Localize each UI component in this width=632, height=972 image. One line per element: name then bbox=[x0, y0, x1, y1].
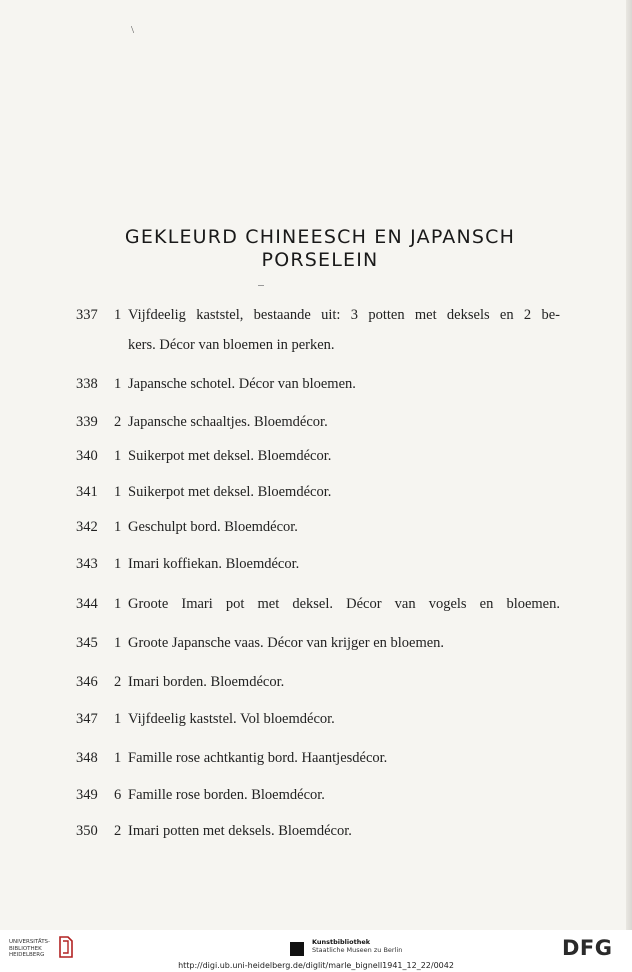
lot-quantity: 2 bbox=[114, 674, 122, 690]
lot-number: 343 bbox=[76, 556, 98, 572]
lot-description-line-2: kers. Décor van bloemen in perken. bbox=[128, 337, 335, 353]
lot-quantity: 1 bbox=[114, 635, 122, 651]
lot-description: Imari borden. Bloemdécor. bbox=[128, 674, 285, 690]
page-title bbox=[60, 226, 580, 272]
lot-description: Groote Imari pot met deksel. Décor van vogels en bloemen. bbox=[128, 596, 560, 612]
lot-quantity: 2 bbox=[114, 823, 122, 839]
lot-description: Famille rose achtkantig bord. Haantjesdécor. bbox=[128, 750, 388, 766]
heidelberg-library-label: UNIVERSITÄTS- BIBLIOTHEK HEIDELBERG bbox=[9, 939, 51, 958]
lot-number: 339 bbox=[76, 414, 98, 430]
lot-quantity: 2 bbox=[114, 414, 122, 430]
lot-quantity: 1 bbox=[114, 750, 122, 766]
permalink-url[interactable]: http://digi.ub.uni-heidelberg.de/diglit/marle_bignell1941_12_22/0042 bbox=[178, 961, 454, 970]
lot-number: 347 bbox=[76, 711, 98, 727]
lot-quantity: 1 bbox=[114, 519, 122, 535]
title-line-2: PORSELEIN bbox=[261, 249, 379, 271]
lot-number: 345 bbox=[76, 635, 98, 651]
lot-number: 349 bbox=[76, 787, 98, 803]
lot-quantity: 1 bbox=[114, 484, 122, 500]
lot-quantity: 1 bbox=[114, 376, 122, 392]
lot-number: 338 bbox=[76, 376, 98, 392]
title-divider bbox=[258, 285, 264, 286]
dfg-logo[interactable]: DFG bbox=[562, 936, 613, 960]
lot-quantity: 1 bbox=[114, 307, 122, 323]
lot-description: Groote Japansche vaas. Décor van krijger en bloemen. bbox=[128, 635, 445, 651]
lot-number: 350 bbox=[76, 823, 98, 839]
title-line-1: GEKLEURD CHINEESCH EN JAPANSCH bbox=[124, 226, 516, 248]
kunstbibliothek-label: Kunstbibliothek Staatliche Museen zu Berlin bbox=[312, 938, 403, 954]
lot-quantity: 1 bbox=[114, 596, 122, 612]
lot-description: Suikerpot met deksel. Bloemdécor. bbox=[128, 484, 332, 500]
lot-description: Suikerpot met deksel. Bloemdécor. bbox=[128, 448, 332, 464]
kunstbibliothek-logo-icon[interactable] bbox=[290, 942, 304, 956]
lot-quantity: 1 bbox=[114, 448, 122, 464]
page-mark: \ bbox=[131, 24, 135, 36]
lot-description: Japansche schaaltjes. Bloemdécor. bbox=[128, 414, 328, 430]
lot-quantity: 1 bbox=[114, 711, 122, 727]
lot-number: 337 bbox=[76, 307, 98, 323]
lot-quantity: 1 bbox=[114, 556, 122, 572]
lot-description: Japansche schotel. Décor van bloemen. bbox=[128, 376, 356, 392]
lot-description: Vijfdeelig kaststel. Vol bloemdécor. bbox=[128, 711, 335, 727]
page-edge bbox=[626, 0, 632, 930]
lot-description-line-1: Vijfdeelig kaststel, bestaande uit: 3 potten met deksels en 2 be- bbox=[128, 307, 560, 323]
lot-description: Imari koffiekan. Bloemdécor. bbox=[128, 556, 300, 572]
lot-description: Geschulpt bord. Bloemdécor. bbox=[128, 519, 298, 535]
lot-quantity: 6 bbox=[114, 787, 122, 803]
lot-number: 342 bbox=[76, 519, 98, 535]
lot-description bbox=[128, 300, 560, 360]
lot-number: 346 bbox=[76, 674, 98, 690]
lot-number: 341 bbox=[76, 484, 98, 500]
lot-description: Imari potten met deksels. Bloemdécor. bbox=[128, 823, 352, 839]
lot-number: 344 bbox=[76, 596, 98, 612]
lot-number: 340 bbox=[76, 448, 98, 464]
heidelberg-logo-icon[interactable] bbox=[58, 935, 74, 964]
lot-description: Famille rose borden. Bloemdécor. bbox=[128, 787, 325, 803]
lot-number: 348 bbox=[76, 750, 98, 766]
